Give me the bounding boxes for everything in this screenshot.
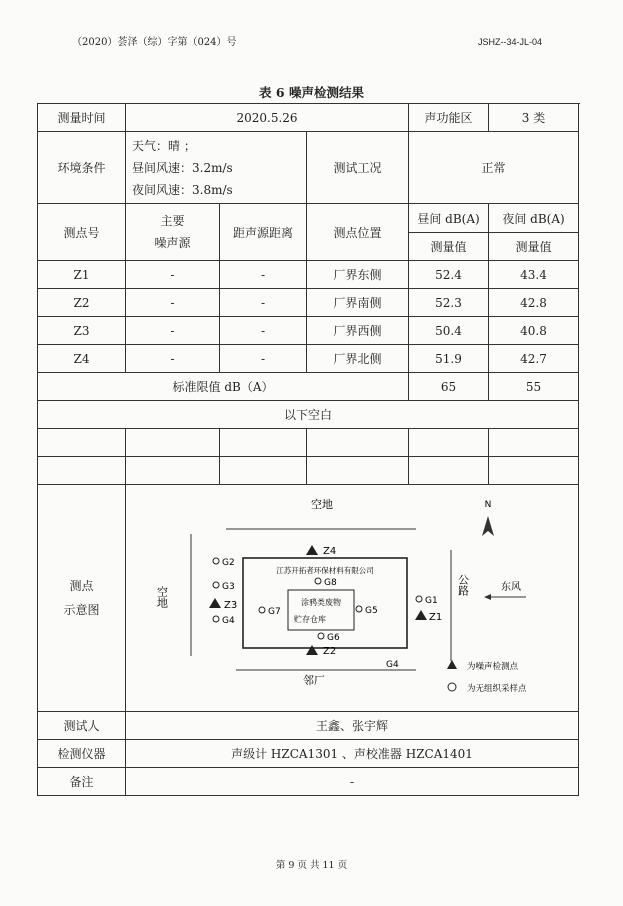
row-distance: - — [220, 317, 307, 345]
col-position: 测点位置 — [307, 204, 409, 261]
col-day: 昼间 dB(A) — [409, 204, 489, 233]
z1-marker-icon — [415, 610, 427, 620]
table-row — [38, 132, 579, 204]
empty-cell — [409, 457, 489, 485]
col-distance: 距声源距离 — [220, 204, 307, 261]
night-wind: 夜间风速：3.8m/s — [132, 182, 233, 197]
table-row — [38, 373, 579, 401]
g4-label: G4 — [222, 615, 235, 626]
row-distance: - — [220, 345, 307, 373]
row-position: 厂界东侧 — [307, 261, 409, 289]
z2-marker-icon — [306, 645, 318, 655]
z4-label: Z4 — [323, 545, 337, 557]
limit-day: 65 — [409, 373, 489, 401]
storage-warehouse — [288, 590, 354, 630]
row-day: 51.9 — [409, 345, 489, 373]
empty-cell — [220, 429, 307, 457]
row-id: Z3 — [38, 317, 126, 345]
g2-label: G2 — [222, 557, 235, 568]
g6-label: G6 — [327, 632, 340, 643]
diagram-label-line1: 测点 — [69, 579, 94, 593]
col-source-line1: 主要 — [160, 214, 185, 228]
g3-marker-icon — [213, 582, 219, 588]
cond-value: 正常 — [409, 132, 579, 204]
g7-label: G7 — [268, 606, 281, 617]
empty-cell — [126, 457, 220, 485]
g4-bottom-label: G4 — [386, 659, 399, 670]
table-row — [38, 204, 579, 233]
time-label: 测量时间 — [38, 104, 126, 132]
z3-marker-icon — [209, 598, 221, 608]
remark-label: 备注 — [38, 768, 126, 796]
diagram-label — [38, 485, 126, 712]
report-number: （2020）荟泽（综）字第（024）号 — [72, 37, 237, 48]
z2-label: Z2 — [323, 645, 337, 657]
empty-cell — [220, 457, 307, 485]
col-night-sub: 测量值 — [489, 233, 579, 261]
g6-marker-icon — [318, 633, 324, 639]
table-row — [38, 104, 579, 132]
g3-label: G3 — [222, 581, 235, 592]
zone-label: 声功能区 — [409, 104, 489, 132]
table-row — [38, 401, 579, 429]
col-source — [126, 204, 220, 261]
row-id: Z2 — [38, 289, 126, 317]
wind-arrow-icon — [484, 594, 491, 600]
top-area-label: 空地 — [311, 497, 333, 511]
row-source: - — [126, 345, 220, 373]
row-day: 50.4 — [409, 317, 489, 345]
row-id: Z1 — [38, 261, 126, 289]
diagram-label-line2: 示意图 — [63, 603, 100, 617]
form-code: JSHZ--34-JL-04 — [478, 37, 543, 47]
left-area-label: 空地 — [155, 585, 169, 608]
g1-label: G1 — [425, 595, 438, 606]
col-day-sub: 测量值 — [409, 233, 489, 261]
row-id: Z4 — [38, 345, 126, 373]
site-diagram — [126, 486, 578, 711]
blank-note: 以下空白 — [38, 401, 579, 429]
north-arrow-icon — [482, 516, 494, 536]
table-row — [38, 768, 579, 796]
g7-marker-icon — [259, 607, 265, 613]
table-row — [38, 457, 579, 485]
g5-marker-icon — [356, 606, 362, 612]
legend-air-text: 为无组织采样点 — [467, 683, 527, 694]
row-day: 52.3 — [409, 289, 489, 317]
empty-cell — [409, 429, 489, 457]
limit-label: 标准限值 dB（A） — [38, 373, 409, 401]
col-source-line2: 噪声源 — [154, 236, 191, 250]
north-label: N — [484, 499, 492, 510]
z4-marker-icon — [306, 545, 318, 555]
empty-cell — [38, 429, 126, 457]
weather: 天气：晴 ； — [132, 138, 196, 153]
company-name: 江苏开拓者环保材料有限公司 — [276, 565, 374, 575]
row-distance: - — [220, 289, 307, 317]
g2-marker-icon — [213, 558, 219, 564]
row-position: 厂界西侧 — [307, 317, 409, 345]
row-source: - — [126, 289, 220, 317]
storage-line1: 涂鸦类废物 — [301, 597, 341, 607]
empty-cell — [126, 429, 220, 457]
limit-night: 55 — [489, 373, 579, 401]
env-conditions — [126, 132, 307, 204]
empty-cell — [307, 429, 409, 457]
empty-cell — [489, 457, 579, 485]
time-value: 2020.5.26 — [126, 104, 409, 132]
z3-label: Z3 — [224, 599, 238, 611]
table-row — [38, 740, 579, 768]
table-title: 表 6 噪声检测结果 — [259, 85, 364, 100]
empty-cell — [307, 457, 409, 485]
legend-noise-text: 为噪声检测点 — [467, 661, 519, 672]
bottom-area-label: 邻厂 — [303, 673, 325, 687]
row-position: 厂界北侧 — [307, 345, 409, 373]
col-night: 夜间 dB(A) — [489, 204, 579, 233]
storage-line2: 贮存仓库 — [294, 614, 326, 624]
diagram-cell — [126, 485, 579, 712]
instrument-value: 声级计 HZCA1301 、声校准器 HZCA1401 — [126, 740, 579, 768]
row-day: 52.4 — [409, 261, 489, 289]
noise-results-table — [37, 103, 579, 796]
zone-value: 3 类 — [489, 104, 579, 132]
legend-noise-icon — [447, 660, 457, 669]
cond-label: 测试工况 — [307, 132, 409, 204]
row-source: - — [126, 261, 220, 289]
tester-value: 王鑫、张宇辉 — [126, 712, 579, 740]
table-row — [38, 712, 579, 740]
g8-marker-icon — [315, 578, 321, 584]
row-night: 40.8 — [489, 317, 579, 345]
g4-marker-icon — [213, 616, 219, 622]
table-row — [38, 261, 579, 289]
wind-label: 东风 — [501, 581, 521, 593]
row-night: 42.8 — [489, 289, 579, 317]
env-label: 环境条件 — [38, 132, 126, 204]
g1-marker-icon — [416, 596, 422, 602]
table-row — [38, 429, 579, 457]
g5-label: G5 — [365, 605, 378, 616]
col-point: 测点号 — [38, 204, 126, 261]
row-distance: - — [220, 261, 307, 289]
day-wind: 昼间风速：3.2m/s — [132, 160, 233, 175]
page-number: 第 9 页 共 11 页 — [275, 860, 348, 871]
empty-cell — [489, 429, 579, 457]
remark-value: - — [126, 768, 579, 796]
g8-label: G8 — [324, 577, 337, 588]
row-night: 42.7 — [489, 345, 579, 373]
z1-label: Z1 — [429, 611, 443, 623]
row-night: 43.4 — [489, 261, 579, 289]
legend-air-icon — [448, 683, 456, 691]
instrument-label: 检测仪器 — [38, 740, 126, 768]
row-source: - — [126, 317, 220, 345]
road-label: 公路 — [456, 573, 470, 596]
tester-label: 测试人 — [38, 712, 126, 740]
row-position: 厂界南侧 — [307, 289, 409, 317]
table-row — [38, 289, 579, 317]
table-row — [38, 345, 579, 373]
empty-cell — [38, 457, 126, 485]
table-row — [38, 317, 579, 345]
table-row — [38, 485, 579, 712]
